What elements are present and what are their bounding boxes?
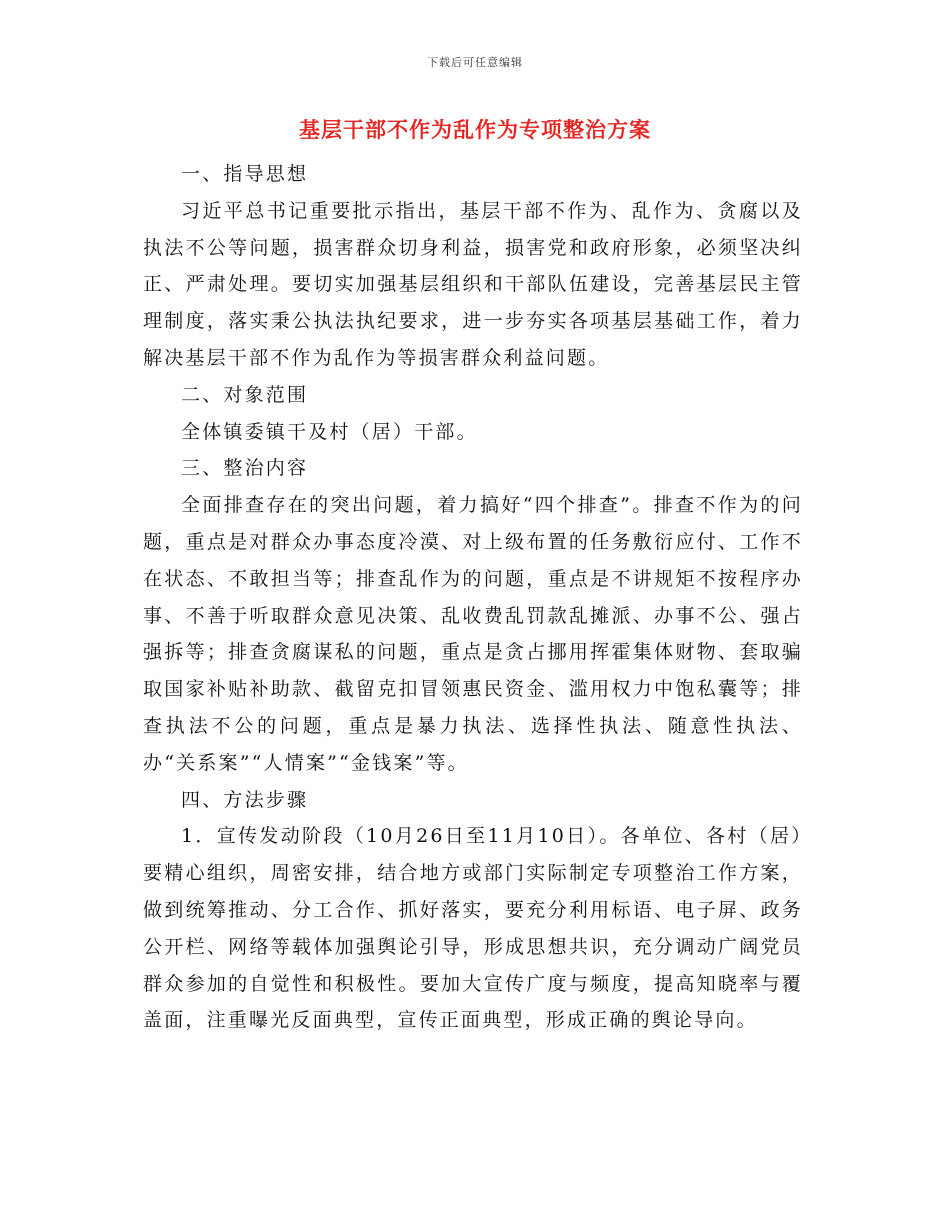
document-body <box>143 156 803 1039</box>
document-title: 基层干部不作为乱作为专项整治方案 <box>299 117 651 142</box>
header-note: 下载后可任意编辑 <box>427 56 523 69</box>
paragraph-method-steps: 1．宣传发动阶段（10月26日至11月10日）。各单位、各村（居）要精心组织，周密安排，结合地方或部门实际制定专项整治工作方案，做到统筹推动、分工合作、抓好落实，要充分利用标语、电子屏、政务公开栏、网络等载体加强舆论引导，形成思想共识，充分调动广阔党员群众参加的自觉性和积极性。要加大宣传广度与频度，提高知晓率与覆盖面，注重曝光反面典型，宣传正面典型，形成正确的舆论导向。 <box>143 825 803 1032</box>
paragraph-guiding-ideology: 习近平总书记重要批示指出，基层干部不作为、乱作为、贪腐以及执法不公等问题，损害群众切身利益，损害党和政府形象，必须坚决纠正、严肃处理。要切实加强基层组织和干部队伍建设，完善基层民主管理制度，落实秉公执法执纪要求，进一步夯实各项基层基础工作，着力解决基层干部不作为乱作为等损害群众利益问题。 <box>143 199 803 369</box>
paragraph-scope: 全体镇委镇干及村（居）干部。 <box>181 420 478 443</box>
section-heading-method-steps: 四、方法步骤 <box>181 788 309 811</box>
section-heading-rectification-content: 三、整治内容 <box>181 457 309 480</box>
section-heading-scope: 二、对象范围 <box>181 383 309 406</box>
paragraph-rectification-content: 全面排查存在的突出问题，着力搞好“四个排查”。排查不作为的问题，重点是对群众办事态度冷漠、对上级布置的任务敷衍应付、工作不在状态、不敢担当等；排查乱作为的问题，重点是不讲规矩不按程序办事、不善于听取群众意见决策、乱收费乱罚款乱摊派、办事不公、强占强拆等；排查贪腐谋私的问题，重点是贪占挪用挥霍集体财物、套取骗取国家补贴补助款、截留克扣冒领惠民资金、滥用权力中饱私囊等；排查执法不公的问题，重点是暴力执法、选择性执法、随意性执法、办“关系案”“人情案”“金钱案”等。 <box>143 494 803 774</box>
section-heading-guiding-ideology: 一、指导思想 <box>181 163 309 185</box>
